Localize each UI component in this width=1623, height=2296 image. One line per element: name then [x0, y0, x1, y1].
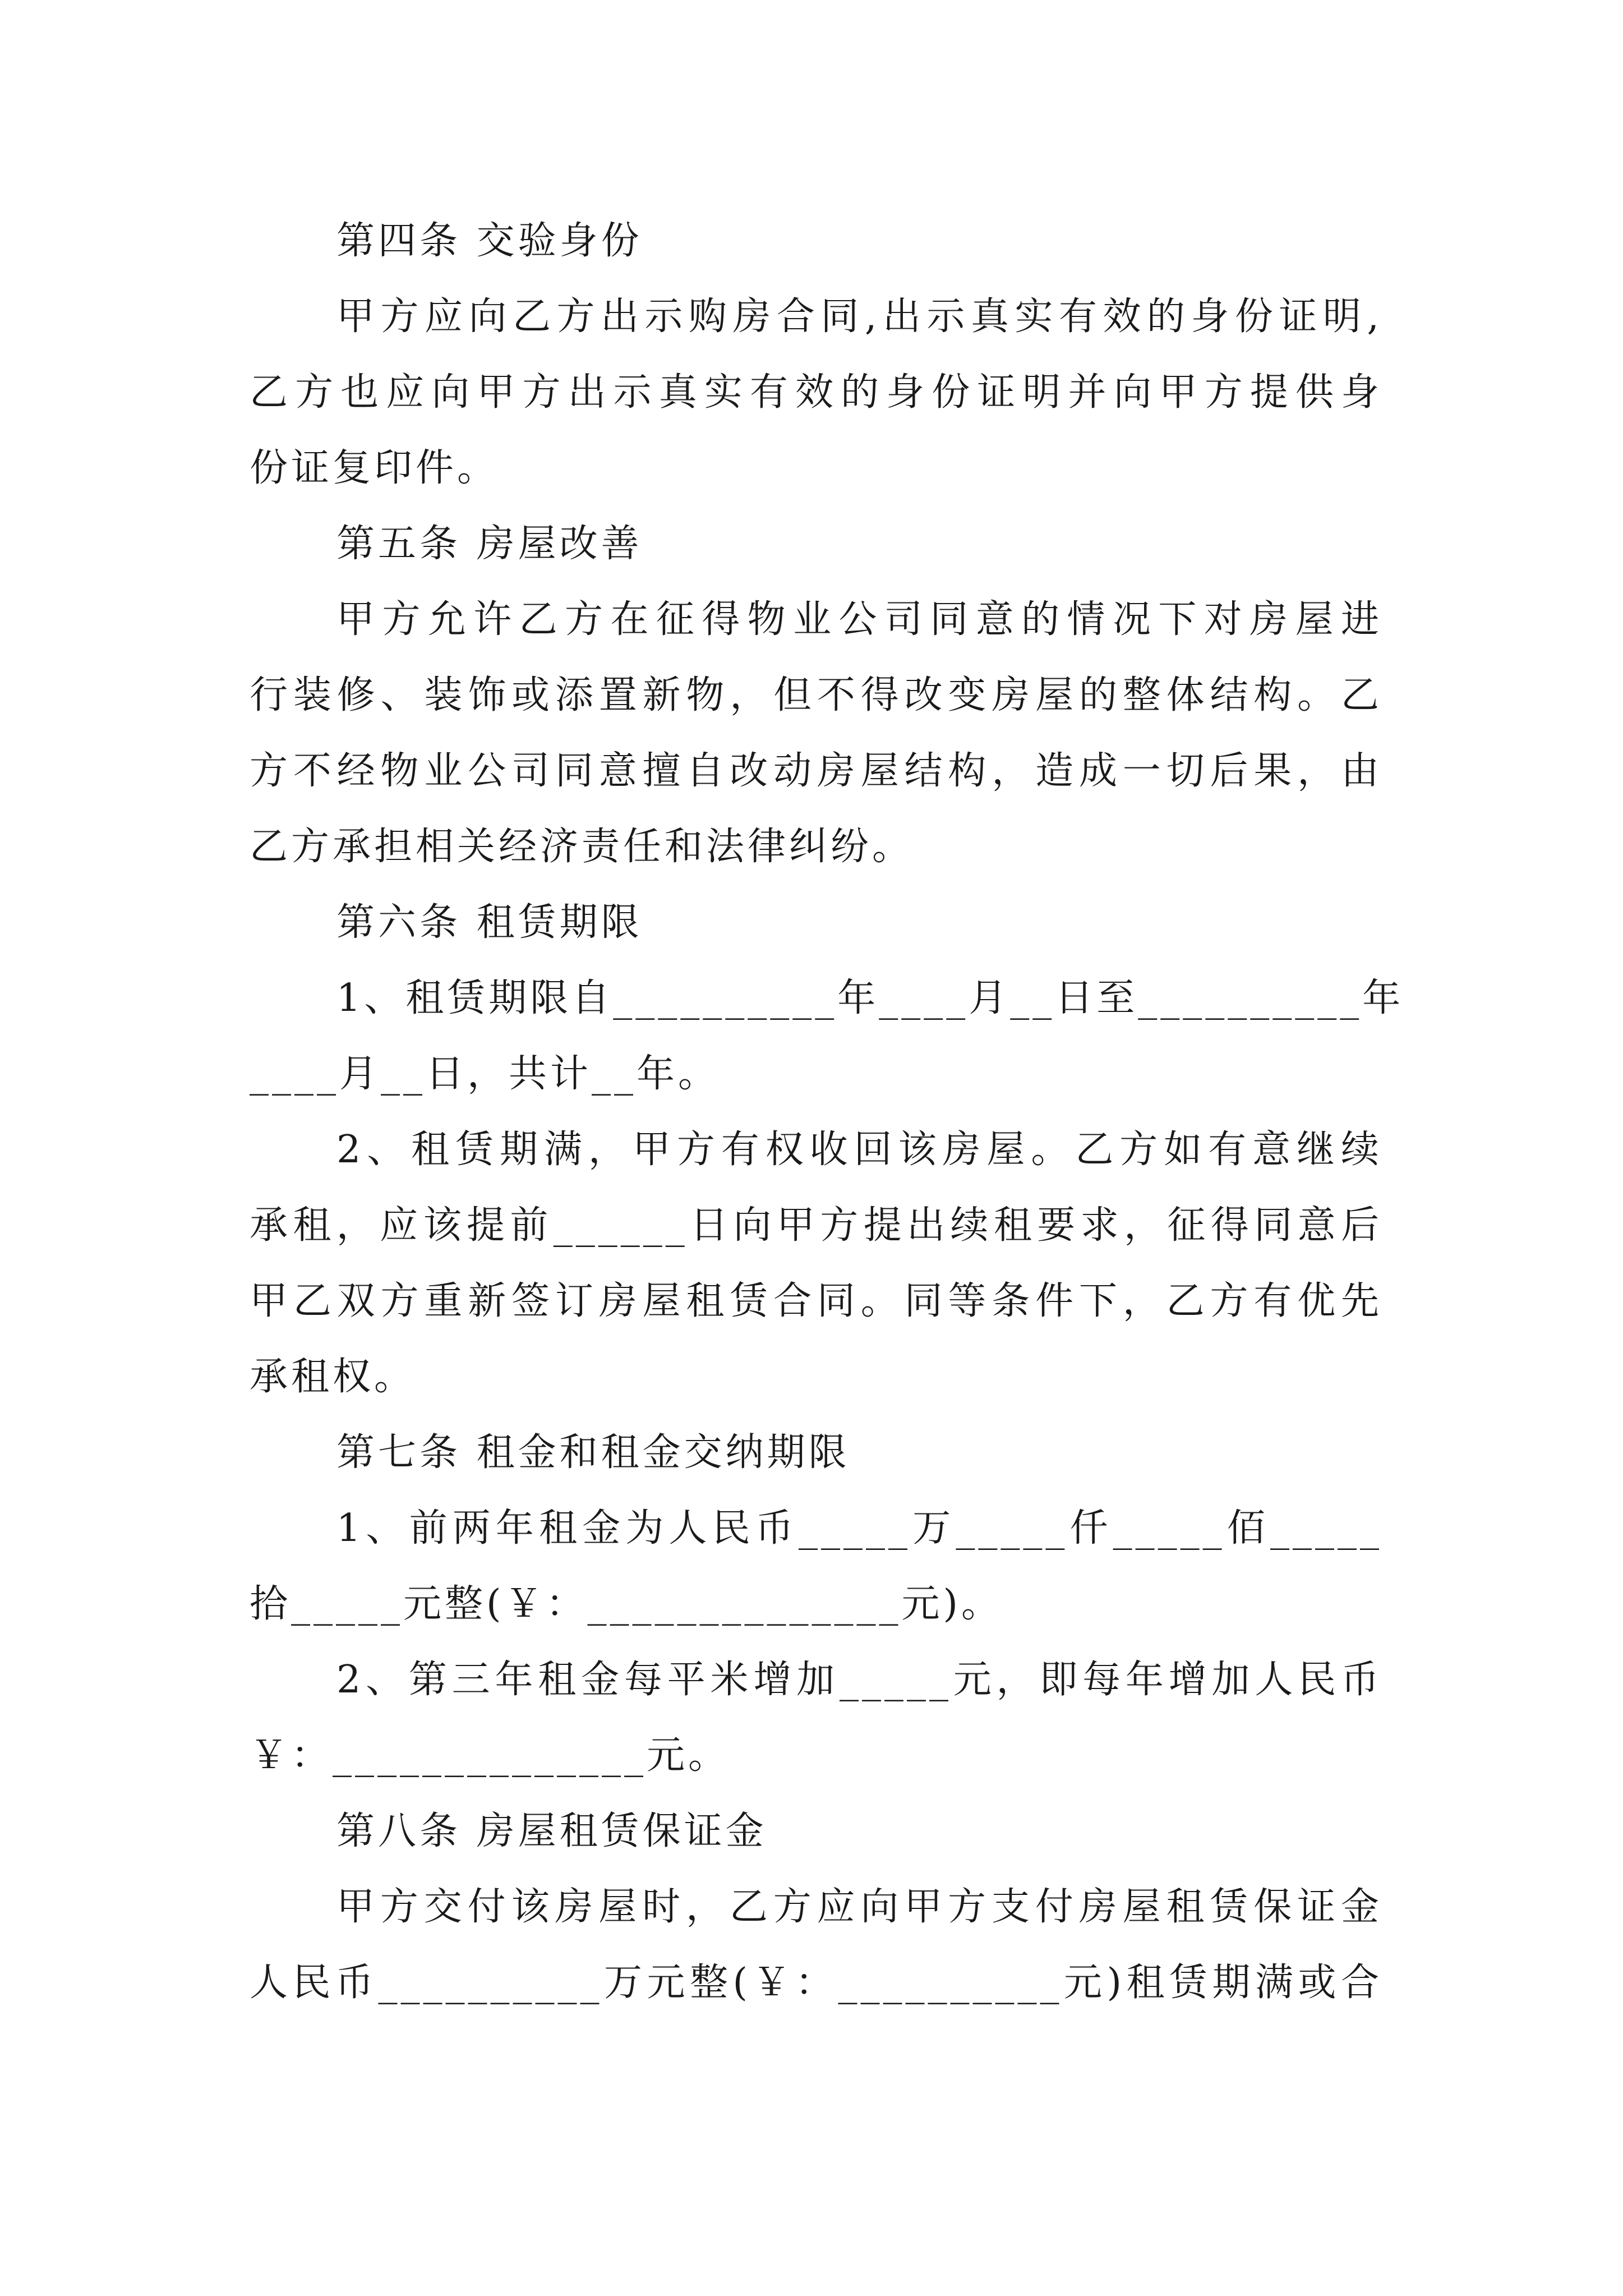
article-7-heading: 第七条 租金和租金交纳期限 — [336, 1430, 850, 1475]
article-7-item-1-line-1: 1、前两年租金为人民币_____万_____仟_____佰_____ — [336, 1506, 1382, 1550]
article-5-heading: 第五条 房屋改善 — [336, 522, 643, 566]
article-4-text-line-1: 甲方应向乙方出示购房合同,出示真实有效的身份证明, — [336, 295, 1382, 339]
article-6-item-2-line-4: 承租权。 — [250, 1355, 416, 1399]
article-8-text-line-2: 人民币__________万元整(￥：__________元)租赁期满或合 — [250, 1961, 1382, 2005]
article-4-text-line-2: 乙方也应向甲方出示真实有效的身份证明并向甲方提供身 — [250, 370, 1382, 415]
article-5-text-line-1: 甲方允许乙方在征得物业公司同意的情况下对房屋进 — [336, 597, 1382, 642]
article-4-text-line-3: 份证复印件。 — [250, 446, 499, 490]
article-5-text-line-4: 乙方承担相关经济责任和法律纠纷。 — [250, 825, 914, 869]
article-6-item-1-line-1: 1、租赁期限自__________年____月__日至__________年 — [336, 976, 1404, 1020]
article-6-item-1-line-2: ____月__日，共计__年。 — [250, 1052, 720, 1096]
article-5-text-line-3: 方不经物业公司同意擅自改动房屋结构，造成一切后果，由 — [250, 749, 1382, 793]
article-7-item-2-line-1: 2、第三年租金每平米增加_____元，即每年增加人民币 — [336, 1658, 1382, 1702]
article-5-text-line-2: 行装修、装饰或添置新物，但不得改变房屋的整体结构。乙 — [250, 673, 1382, 717]
article-6-item-2-line-1: 2、租赁期满，甲方有权收回该房屋。乙方如有意继续 — [336, 1128, 1382, 1172]
article-7-item-1-line-2: 拾_____元整(￥：______________元)。 — [250, 1582, 1003, 1626]
article-4-heading: 第四条 交验身份 — [336, 219, 643, 263]
article-6-heading: 第六条 租赁期限 — [336, 900, 643, 945]
article-6-item-2-line-3: 甲乙双方重新签订房屋租赁合同。同等条件下，乙方有优先 — [250, 1279, 1382, 1323]
article-8-text-line-1: 甲方交付该房屋时，乙方应向甲方支付房屋租赁保证金 — [336, 1885, 1382, 1929]
article-8-heading: 第八条 房屋租赁保证金 — [336, 1809, 767, 1853]
article-6-item-2-line-2: 承租，应该提前______日向甲方提出续租要求，征得同意后 — [250, 1203, 1382, 1248]
article-7-item-2-line-2: ￥：______________元。 — [250, 1733, 730, 1778]
